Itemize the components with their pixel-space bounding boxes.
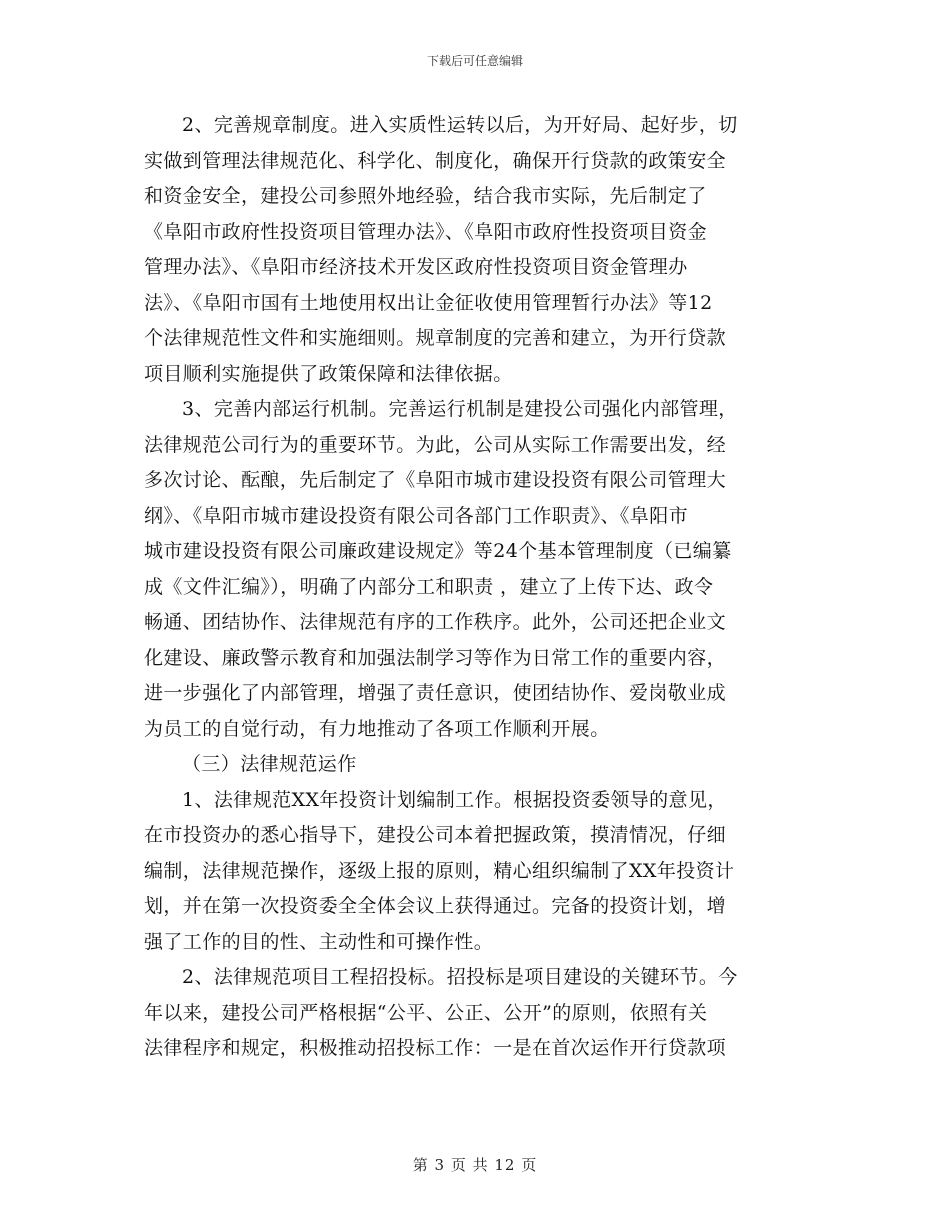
- paragraph-line: 化建设、廉政警示教育和加强法制学习等作为日常工作的重要内容，: [144, 646, 727, 669]
- paragraph-line: 多次讨论、酝酿，先后制定了《阜阳市城市建设投资有限公司管理大: [144, 469, 727, 491]
- page-header: 下载后可任意编辑: [426, 54, 523, 68]
- paragraph-line: 2、完善规章制度。进入实质性运转以后，为开好局、起好步，切: [182, 114, 738, 136]
- paragraph-line: 进一步强化了内部管理，增强了责任意识，使团结协作、爱岗敬业成: [144, 682, 727, 704]
- paragraph-line: 纲》、《阜阳市城市建设投资有限公司各部门工作职责》、《阜阳市: [144, 504, 689, 527]
- paragraph-line: 年以来，建投公司严格根据“公平、公正、公开”的原则，依照有关: [144, 1001, 708, 1024]
- document-body: [144, 108, 810, 1067]
- paragraph-line: 和资金安全，建投公司参照外地经验，结合我市实际，先后制定了: [144, 185, 707, 207]
- paragraph-line: 管理办法》、《阜阳市经济技术开发区政府性投资项目资金管理办: [144, 256, 688, 278]
- paragraph-line: 个法律规范性文件和实施细则。规章制度的完善和建立，为开行贷款: [144, 327, 727, 349]
- paragraph-line: 《阜阳市政府性投资项目管理办法》、《阜阳市政府性投资项目资金: [144, 220, 708, 243]
- paragraph-line: 畅通、团结协作、法律规范有序的工作秩序。此外，公司还把企业文: [144, 611, 727, 633]
- paragraph-line: 实做到管理法律规范化、科学化、制度化，确保开行贷款的政策安全: [144, 149, 727, 172]
- paragraph-line: 法》、《阜阳市国有土地使用权出让金征收使用管理暂行办法》等12: [144, 291, 713, 314]
- paragraph-line: 法律程序和规定，积极推动招投标工作：一是在首次运作开行贷款项: [144, 1037, 727, 1059]
- paragraph-line: 城市建设投资有限公司廉政建设规定》等24个基本管理制度（已编纂: [144, 540, 732, 562]
- paragraph-line: 项目顺利实施提供了政策保障和法律依据。: [144, 362, 513, 385]
- paragraph-line: 编制，法律规范操作，逐级上报的原则，精心组织编制了XX年投资计: [144, 859, 735, 882]
- paragraph-line: 3、完善内部运行机制。完善运行机制是建投公司强化内部管理，: [182, 398, 738, 420]
- paragraph-line: 法律规范公司行为的重要环节。为此，公司从实际工作需要出发，经: [144, 433, 727, 456]
- paragraph-line: 1、法律规范XX年投资计划编制工作。根据投资委领导的意见，: [182, 788, 727, 811]
- paragraph-line: 划，并在第一次投资委全全体会议上获得通过。完备的投资计划，增: [144, 895, 727, 917]
- paragraph-line: 在市投资办的悉心指导下，建投公司本着把握政策，摸清情况，仔细: [144, 824, 727, 846]
- paragraph-line: 为员工的自觉行动，有力地推动了各项工作顺利开展。: [144, 717, 610, 740]
- section-heading: （三）法律规范运作: [182, 753, 357, 775]
- paragraph-line: 成《文件汇编》），明确了内部分工和职责 ，建立了上传下达、政令: [144, 575, 714, 598]
- paragraph-line: 强了工作的目的性、主动性和可操作性。: [144, 930, 494, 953]
- page-footer: 第 3 页 共 12 页: [412, 1156, 538, 1174]
- paragraph-line: 2、法律规范项目工程招投标。招投标是项目建设的关键环节。今: [182, 966, 738, 988]
